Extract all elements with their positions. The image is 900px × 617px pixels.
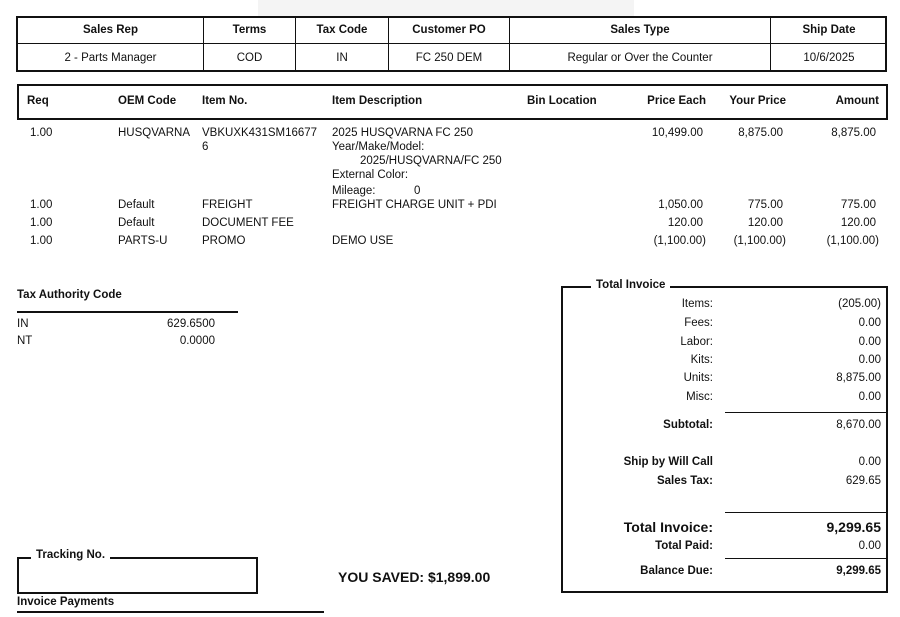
col-sales-rep: Sales Rep bbox=[83, 24, 138, 36]
row2-your-price: 775.00 bbox=[747, 199, 783, 211]
balance-rule bbox=[725, 558, 886, 559]
customer-po-value: FC 250 DEM bbox=[415, 52, 483, 64]
row4-req: 1.00 bbox=[30, 235, 53, 247]
savings-text: YOU SAVED: $1,899.00 bbox=[338, 569, 491, 585]
tax-code-in: IN bbox=[17, 318, 29, 330]
labor-value: 0.00 bbox=[858, 336, 881, 348]
ymm-value: 2025/HUSQVARNA/FC 250 bbox=[360, 155, 502, 167]
balance-due-value: 9,299.65 bbox=[836, 565, 881, 577]
row4-oem: PARTS-U bbox=[118, 235, 168, 247]
sales-tax-label: Sales Tax: bbox=[656, 475, 713, 487]
misc-value: 0.00 bbox=[858, 391, 881, 403]
col-sales-type: Sales Type bbox=[610, 24, 670, 36]
col-req: Req bbox=[27, 95, 49, 107]
row3-your-price: 120.00 bbox=[747, 217, 783, 229]
sales-rep-value: 2 - Parts Manager bbox=[64, 52, 157, 64]
col-ship-date: Ship Date bbox=[802, 24, 856, 36]
row1-your-price: 8,875.00 bbox=[738, 127, 783, 139]
tracking-label: Tracking No. bbox=[31, 549, 110, 561]
sales-tax-value: 629.65 bbox=[845, 475, 881, 487]
tax-title-underline bbox=[17, 311, 238, 313]
totals-title: Total Invoice bbox=[591, 279, 670, 291]
top-tab bbox=[258, 0, 634, 16]
tax-value-in: 629.6500 bbox=[167, 318, 215, 330]
row1-item-no: VBKUXK431SM16677 bbox=[202, 127, 318, 139]
mileage-value: 0 bbox=[414, 185, 421, 197]
labor-label: Labor: bbox=[680, 336, 713, 348]
row3-price-each: 120.00 bbox=[667, 217, 703, 229]
total-paid-value: 0.00 bbox=[858, 540, 881, 552]
row1-desc: 2025 HUSQVARNA FC 250 bbox=[332, 127, 474, 139]
subtotal-label: Subtotal: bbox=[663, 419, 713, 431]
ship-will-call-label: Ship by Will Call bbox=[623, 456, 713, 468]
items-label: Items: bbox=[681, 298, 713, 310]
total-invoice-label: Total Invoice: bbox=[623, 519, 713, 535]
fees-value: 0.00 bbox=[858, 317, 881, 329]
units-value: 8,875.00 bbox=[836, 372, 881, 384]
balance-due-label: Balance Due: bbox=[640, 565, 713, 577]
col-bin-location: Bin Location bbox=[527, 95, 597, 107]
row2-oem: Default bbox=[118, 199, 155, 211]
tax-authority-title: Tax Authority Code bbox=[17, 289, 122, 301]
col-customer-po: Customer PO bbox=[412, 24, 486, 36]
row4-amount: (1,100.00) bbox=[826, 235, 879, 247]
col-your-price: Your Price bbox=[729, 95, 786, 107]
misc-label: Misc: bbox=[686, 391, 713, 403]
col-price-each: Price Each bbox=[647, 95, 706, 107]
row2-price-each: 1,050.00 bbox=[658, 199, 703, 211]
mileage-label: Mileage: bbox=[332, 185, 376, 197]
tax-value-nt: 0.0000 bbox=[179, 335, 215, 347]
items-value: (205.00) bbox=[838, 298, 881, 310]
fees-label: Fees: bbox=[684, 317, 713, 329]
sales-type-value: Regular or Over the Counter bbox=[567, 52, 713, 64]
tracking-box bbox=[17, 557, 258, 594]
row1-price-each: 10,499.00 bbox=[651, 127, 703, 139]
row4-price-each: (1,100.00) bbox=[653, 235, 706, 247]
tax-code-nt: NT bbox=[17, 335, 33, 347]
col-tax-code: Tax Code bbox=[316, 24, 368, 36]
ship-date-value: 10/6/2025 bbox=[803, 52, 855, 64]
ymm-label: Year/Make/Model: bbox=[332, 141, 425, 153]
row1-oem: HUSQVARNA bbox=[118, 127, 190, 139]
total-paid-label: Total Paid: bbox=[655, 540, 713, 552]
ship-will-call-value: 0.00 bbox=[858, 456, 881, 468]
col-amount: Amount bbox=[835, 95, 879, 107]
invoice-payments-title: Invoice Payments bbox=[17, 596, 115, 608]
color-label: External Color: bbox=[332, 169, 409, 181]
row1-amount: 8,875.00 bbox=[831, 127, 876, 139]
total-invoice-value: 9,299.65 bbox=[826, 519, 881, 535]
payments-underline bbox=[17, 611, 324, 613]
row4-item-no: PROMO bbox=[202, 235, 246, 247]
row3-oem: Default bbox=[118, 217, 155, 229]
col-item-no: Item No. bbox=[202, 95, 248, 107]
row2-req: 1.00 bbox=[30, 199, 53, 211]
subtotal-value: 8,670.00 bbox=[836, 419, 881, 431]
kits-label: Kits: bbox=[690, 354, 713, 366]
subtotal-rule bbox=[725, 412, 886, 413]
header-divider bbox=[18, 43, 885, 44]
row3-amount: 120.00 bbox=[840, 217, 876, 229]
total-rule bbox=[725, 512, 886, 513]
row4-your-price: (1,100.00) bbox=[733, 235, 786, 247]
col-terms: Terms bbox=[232, 24, 267, 36]
tax-code-value: IN bbox=[336, 52, 348, 64]
header-table bbox=[16, 16, 887, 72]
row1-item-no-wrap: 6 bbox=[202, 141, 209, 153]
row2-desc: FREIGHT CHARGE UNIT + PDI bbox=[332, 199, 497, 211]
kits-value: 0.00 bbox=[858, 354, 881, 366]
units-label: Units: bbox=[683, 372, 713, 384]
row3-req: 1.00 bbox=[30, 217, 53, 229]
row1-req: 1.00 bbox=[30, 127, 53, 139]
row2-amount: 775.00 bbox=[840, 199, 876, 211]
col-oem-code: OEM Code bbox=[118, 95, 177, 107]
row4-desc: DEMO USE bbox=[332, 235, 394, 247]
row3-item-no: DOCUMENT FEE bbox=[202, 217, 294, 229]
row2-item-no: FREIGHT bbox=[202, 199, 253, 211]
terms-value: COD bbox=[236, 52, 263, 64]
col-item-description: Item Description bbox=[332, 95, 423, 107]
